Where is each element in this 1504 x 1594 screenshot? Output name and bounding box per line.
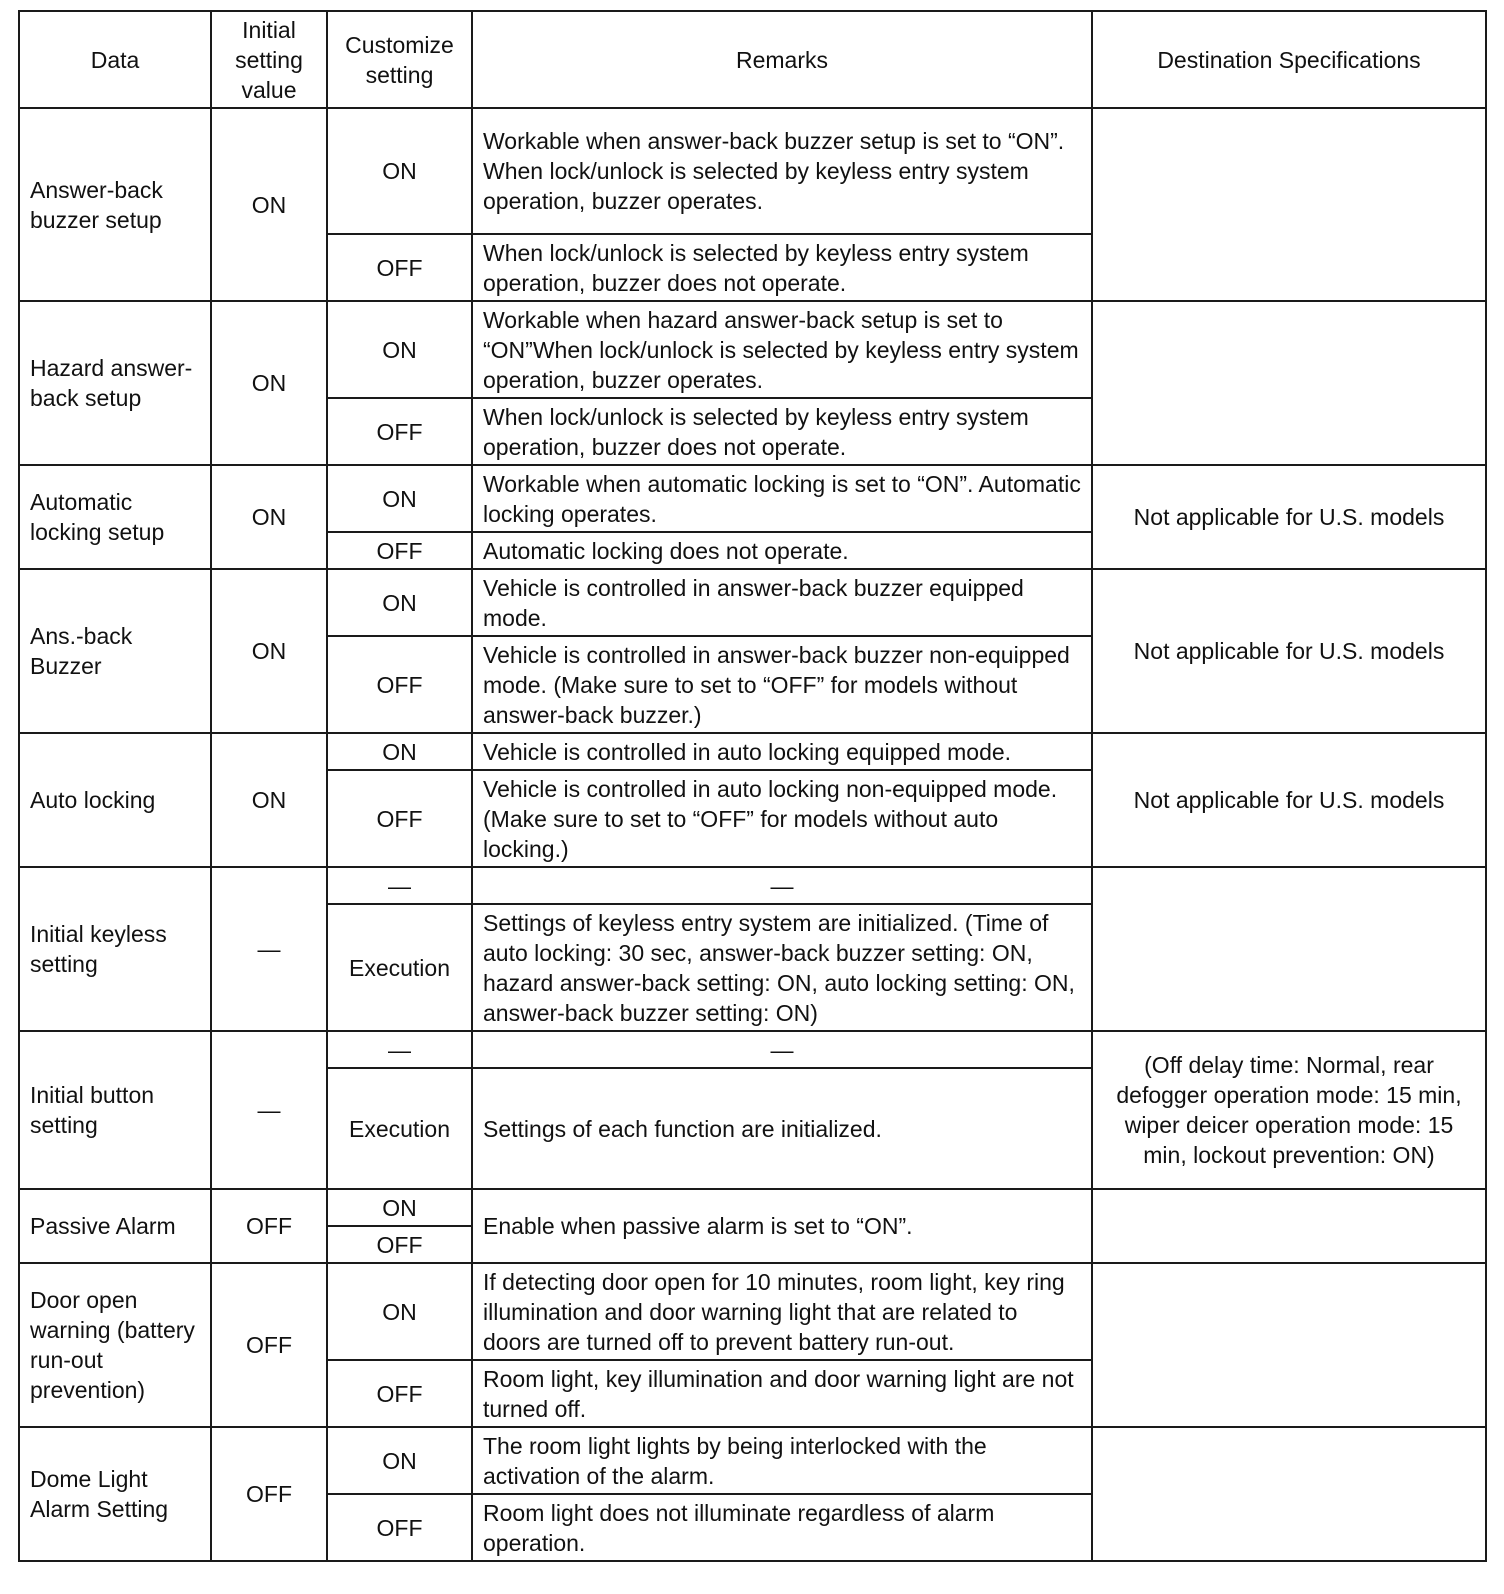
initial-value-cell: ON <box>211 108 327 301</box>
destination-cell <box>1092 108 1486 301</box>
data-cell: Answer-back buzzer setup <box>19 108 211 301</box>
data-cell: Initial button setting <box>19 1031 211 1189</box>
table-row <box>19 1427 1486 1494</box>
data-cell: Ans.-back Buzzer <box>19 569 211 733</box>
header-customize-setting: Customize setting <box>327 11 472 108</box>
table-row <box>19 1189 1486 1226</box>
remark-cell: When lock/unlock is selected by keyless entry system operation, buzzer does not operate. <box>472 234 1092 301</box>
customize-cell: ON <box>327 733 472 770</box>
table-row <box>19 733 1486 770</box>
table-row <box>19 867 1486 904</box>
initial-value-cell: OFF <box>211 1189 327 1263</box>
customize-cell: Execution <box>327 904 472 1031</box>
initial-value-cell: ON <box>211 569 327 733</box>
header-remarks: Remarks <box>472 11 1092 108</box>
destination-cell: Not applicable for U.S. models <box>1092 733 1486 867</box>
customize-cell: OFF <box>327 1226 472 1263</box>
remark-cell: Workable when automatic locking is set to “ON”. Automatic locking operates. <box>472 465 1092 532</box>
settings-table <box>18 10 1487 1562</box>
customize-cell: OFF <box>327 770 472 867</box>
customize-cell: OFF <box>327 1494 472 1561</box>
customize-cell: ON <box>327 108 472 234</box>
remark-cell: Room light, key illumination and door warning light are not turned off. <box>472 1360 1092 1427</box>
remark-cell: When lock/unlock is selected by keyless entry system operation, buzzer does not operate. <box>472 398 1092 465</box>
customize-cell: ON <box>327 465 472 532</box>
destination-cell: (Off delay time: Normal, rear defogger operation mode: 15 min, wiper deicer operation mode: 15 min, lockout prevention: ON) <box>1092 1031 1486 1189</box>
header-destination-specifications: Destination Specifications <box>1092 11 1486 108</box>
remark-cell: Room light does not illuminate regardless of alarm operation. <box>472 1494 1092 1561</box>
header-initial-setting-value: Initial setting value <box>211 11 327 108</box>
remark-cell: Workable when hazard answer-back setup is set to “ON”When lock/unlock is selected by keyless entry system operation, buzzer operates. <box>472 301 1092 398</box>
data-cell: Dome Light Alarm Setting <box>19 1427 211 1561</box>
customize-cell: OFF <box>327 636 472 733</box>
table-row <box>19 301 1486 398</box>
table-row <box>19 1263 1486 1360</box>
destination-cell <box>1092 1189 1486 1263</box>
data-cell: Automatic locking setup <box>19 465 211 569</box>
customize-cell: ON <box>327 301 472 398</box>
customize-cell: — <box>327 867 472 904</box>
destination-cell: Not applicable for U.S. models <box>1092 465 1486 569</box>
table-row <box>19 465 1486 532</box>
data-cell: Passive Alarm <box>19 1189 211 1263</box>
destination-cell: Not applicable for U.S. models <box>1092 569 1486 733</box>
initial-value-cell: OFF <box>211 1263 327 1427</box>
initial-value-cell: — <box>211 867 327 1031</box>
destination-cell <box>1092 1427 1486 1561</box>
customize-cell: OFF <box>327 234 472 301</box>
data-cell: Initial keyless setting <box>19 867 211 1031</box>
data-cell: Auto locking <box>19 733 211 867</box>
remark-cell: — <box>472 867 1092 904</box>
initial-value-cell: ON <box>211 733 327 867</box>
customize-cell: Execution <box>327 1068 472 1189</box>
remark-cell: Vehicle is controlled in answer-back buzzer equipped mode. <box>472 569 1092 636</box>
customize-cell: ON <box>327 1427 472 1494</box>
remark-cell: Automatic locking does not operate. <box>472 532 1092 569</box>
header-row <box>19 11 1486 108</box>
remark-cell: Workable when answer-back buzzer setup is set to “ON”. When lock/unlock is selected by keyless entry system operation, buzzer operates. <box>472 108 1092 234</box>
initial-value-cell: ON <box>211 301 327 465</box>
remark-cell: If detecting door open for 10 minutes, room light, key ring illumination and door warning light that are related to doors are turned off to prevent battery run-out. <box>472 1263 1092 1360</box>
initial-value-cell: — <box>211 1031 327 1189</box>
remark-cell: Vehicle is controlled in answer-back buzzer non-equipped mode. (Make sure to set to “OFF” for models without answer-back buzzer.) <box>472 636 1092 733</box>
table-row <box>19 108 1486 234</box>
data-cell: Door open warning (battery run-out prevention) <box>19 1263 211 1427</box>
customize-cell: ON <box>327 1189 472 1226</box>
remark-cell: Settings of each function are initialized. <box>472 1068 1092 1189</box>
customize-cell: ON <box>327 1263 472 1360</box>
customize-cell: OFF <box>327 1360 472 1427</box>
remark-cell: Settings of keyless entry system are initialized. (Time of auto locking: 30 sec, answer-back buzzer setting: ON, hazard answer-back setting: ON, auto locking setting: ON, answer-back buzzer setting: ON) <box>472 904 1092 1031</box>
initial-value-cell: OFF <box>211 1427 327 1561</box>
data-cell: Hazard answer-back setup <box>19 301 211 465</box>
customize-cell: OFF <box>327 398 472 465</box>
initial-value-cell: ON <box>211 465 327 569</box>
destination-cell <box>1092 1263 1486 1427</box>
destination-cell <box>1092 867 1486 1031</box>
header-data: Data <box>19 11 211 108</box>
customize-cell: — <box>327 1031 472 1068</box>
table-row <box>19 1031 1486 1068</box>
customize-cell: ON <box>327 569 472 636</box>
table-row <box>19 569 1486 636</box>
remark-cell: Enable when passive alarm is set to “ON”. <box>472 1189 1092 1263</box>
customize-cell: OFF <box>327 532 472 569</box>
remark-cell: — <box>472 1031 1092 1068</box>
remark-cell: The room light lights by being interlocked with the activation of the alarm. <box>472 1427 1092 1494</box>
remark-cell: Vehicle is controlled in auto locking equipped mode. <box>472 733 1092 770</box>
destination-cell <box>1092 301 1486 465</box>
remark-cell: Vehicle is controlled in auto locking non-equipped mode. (Make sure to set to “OFF” for models without auto locking.) <box>472 770 1092 867</box>
